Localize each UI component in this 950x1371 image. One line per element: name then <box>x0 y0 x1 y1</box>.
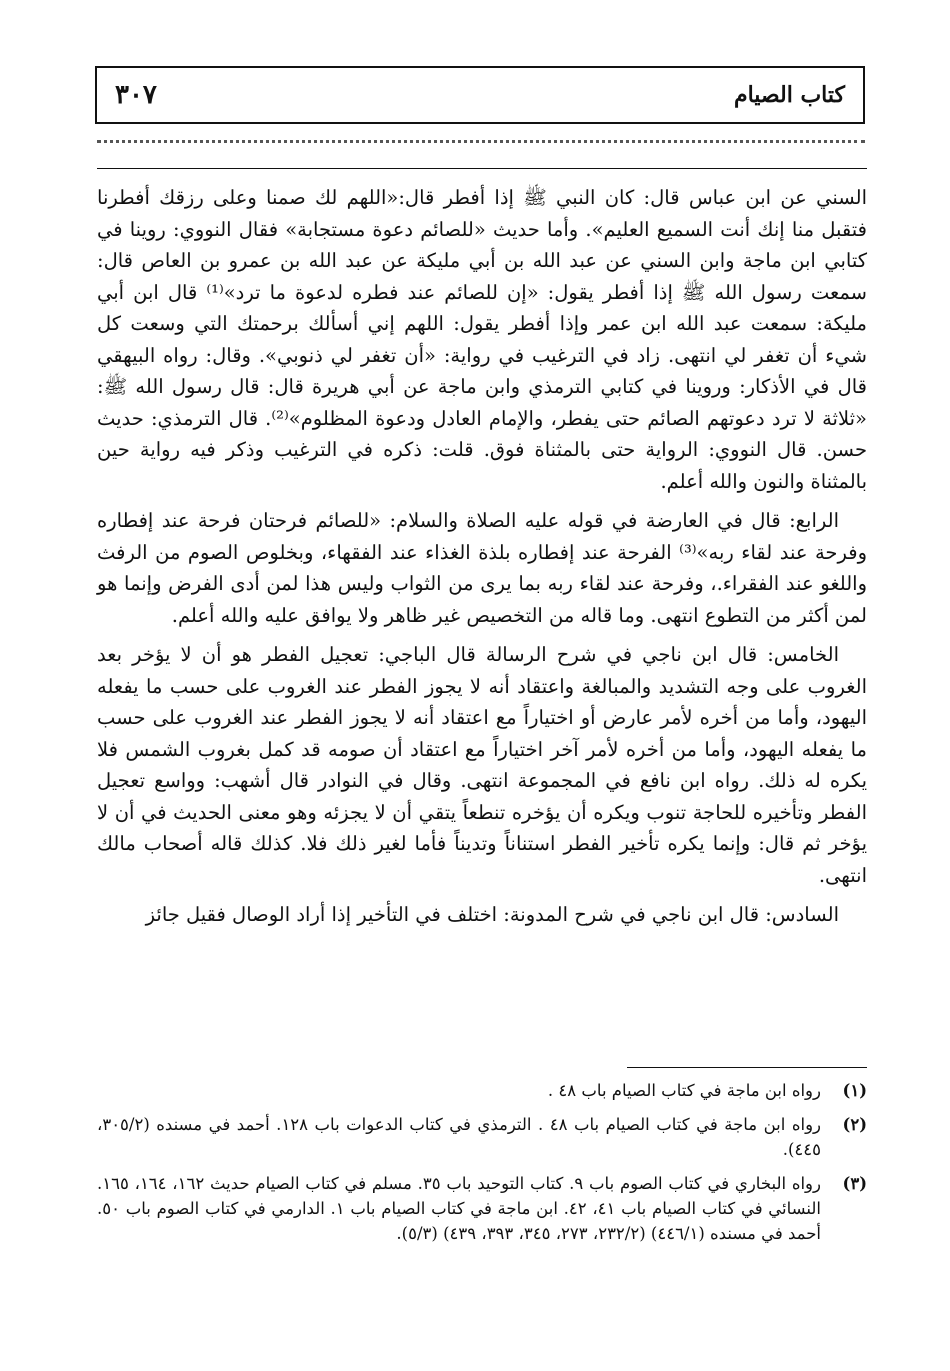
paragraph-4: السادس: قال ابن ناجي في شرح المدونة: اختلف في التأخير إذا أراد الوصال فقيل جائز <box>145 903 839 926</box>
page-number: ٣٠٧ <box>115 80 157 110</box>
footnote-1 <box>97 1078 867 1103</box>
footnote-number: (٣) <box>842 1174 867 1193</box>
paragraph-2: الرابع: قال في العارضة في قوله عليه الصلاة والسلام: «للصائم فرحتان فرحة عند إفطاره وفرحة عند لقاء ربه»⁽³⁾ الفرحة عند إفطاره بلذة الغذاء عند الفقهاء، وبخلوص الصوم من الرفث واللغو عند الفقراء.، وفرحة عند لقاء ربه بما يرى من الثواب وليس هذا لمن أدى الفرض وإنما هو لمن أكثر من التطوع انتهى. وما قاله من التخصيص غير ظاهر ولا يوافق عليه والله أعلم. <box>97 509 867 627</box>
footnote-text: رواه ابن ماجة في كتاب الصيام باب ٤٨ . الترمذي في كتاب الدعوات باب ١٢٨. أحمد في مسنده (٣٠٥/٢، ٤٤٥). <box>97 1115 822 1159</box>
main-text <box>97 182 867 939</box>
footnote-text: رواه ابن ماجة في كتاب الصيام باب ٤٨ . <box>547 1081 821 1100</box>
footnote-separator <box>97 1067 867 1068</box>
footnote-3 <box>97 1171 867 1246</box>
paragraph-3: الخامس: قال ابن ناجي في شرح الرسالة قال الباجي: تعجيل الفطر هو أن لا يؤخر بعد الغروب على وجه التشديد والمبالغة واعتقاد أنه لا يجوز الفطر عند الغروب على حسب ما يفعله اليهود، وأما من أخره لأمر عارض أو اختياراً مع اعتقاد أنه لا يجوز الفطر عند الغروب على حسب ما يفعله اليهود، وأما من أخره لأمر آخر اختياراً مع اعتقاد أن صومه قد كمل بغروب الشمس فلا يكره له ذلك. رواه ابن نافع في المجموعة انتهى. وقال في النوادر قال أشهب: وواسع تعجيل الفطر وتأخيره للحاجة تنوب ويكره أن يؤخره تنطعاً يتقي أن لا يجزئه وهو معنى الحديث في أن لا يؤخر ثم قال: وإنما يكره تأخير الفطر استناناً وتديناً فأما لغير ذلك فلا. كذلك قاله أصحاب مالك انتهى. <box>97 643 867 887</box>
dotted-divider <box>97 140 865 143</box>
paragraph-1: السني عن ابن عباس قال: كان النبي ﷺ إذا أفطر قال:«اللهم لك صمنا وعلى رزقك أفطرنا فتقبل منا إنك أنت السميع العليم». وأما حديث «للصائم دعوة مستجابة» فقال النووي: روينا في كتابي ابن ماجة وابن السني عن عبد الله بن أبي مليكة عن عبد الله بن عمرو بن العاص قال: سمعت رسول الله ﷺ إذا أفطر يقول: «إن للصائم عند فطره لدعوة ما ترد»⁽¹⁾ قال ابن أبي مليكة: سمعت عبد الله ابن عمر وإذا أفطر يقول: اللهم إني أسألك برحمتك التي وسعت كل شيء أن تغفر لي انتهى. زاد في الترغيب في رواية: «أن تغفر لي ذنوبي». وقال: رواه البيهقي قال في الأذكار: وروينا في كتابي الترمذي وابن ماجة عن أبي هريرة قال: قال رسول الله ﷺ: «ثلاثة لا ترد دعوتهم الصائم حتى يفطر، والإمام العادل ودعوة المظلوم»⁽²⁾. قال الترمذي: حديث حسن. قال النووي: الرواية حتى بالمثناة فوق. قلت: ذكره في الترغيب وذكر فيه رواية حين بالمثناة والنون والله أعلم. <box>97 186 867 493</box>
footnote-number: (١) <box>842 1081 867 1100</box>
running-header <box>95 66 865 124</box>
chapter-title: كتاب الصيام <box>733 82 845 108</box>
footnote-number: (٢) <box>842 1115 867 1134</box>
footnote-text: رواه البخاري في كتاب الصوم باب ٩. كتاب التوحيد باب ٣٥. مسلم في كتاب الصيام حديث ١٦٢، ١٦٤، ١٦٥. النسائي في كتاب الصيام باب ٤١، ٤٢. ابن ماجة في كتاب الصيام باب ١. الدارمي في كتاب الصوم باب ٥٠. أحمد في مسنده (٤٤٦/١) (٢٣٢/٢، ٢٧٣، ٣٤٥، ٣٩٣، ٤٣٩) (٥/٣). <box>97 1174 821 1243</box>
footnotes <box>97 1078 867 1255</box>
footnote-2 <box>97 1112 867 1162</box>
header-rule <box>97 168 867 169</box>
